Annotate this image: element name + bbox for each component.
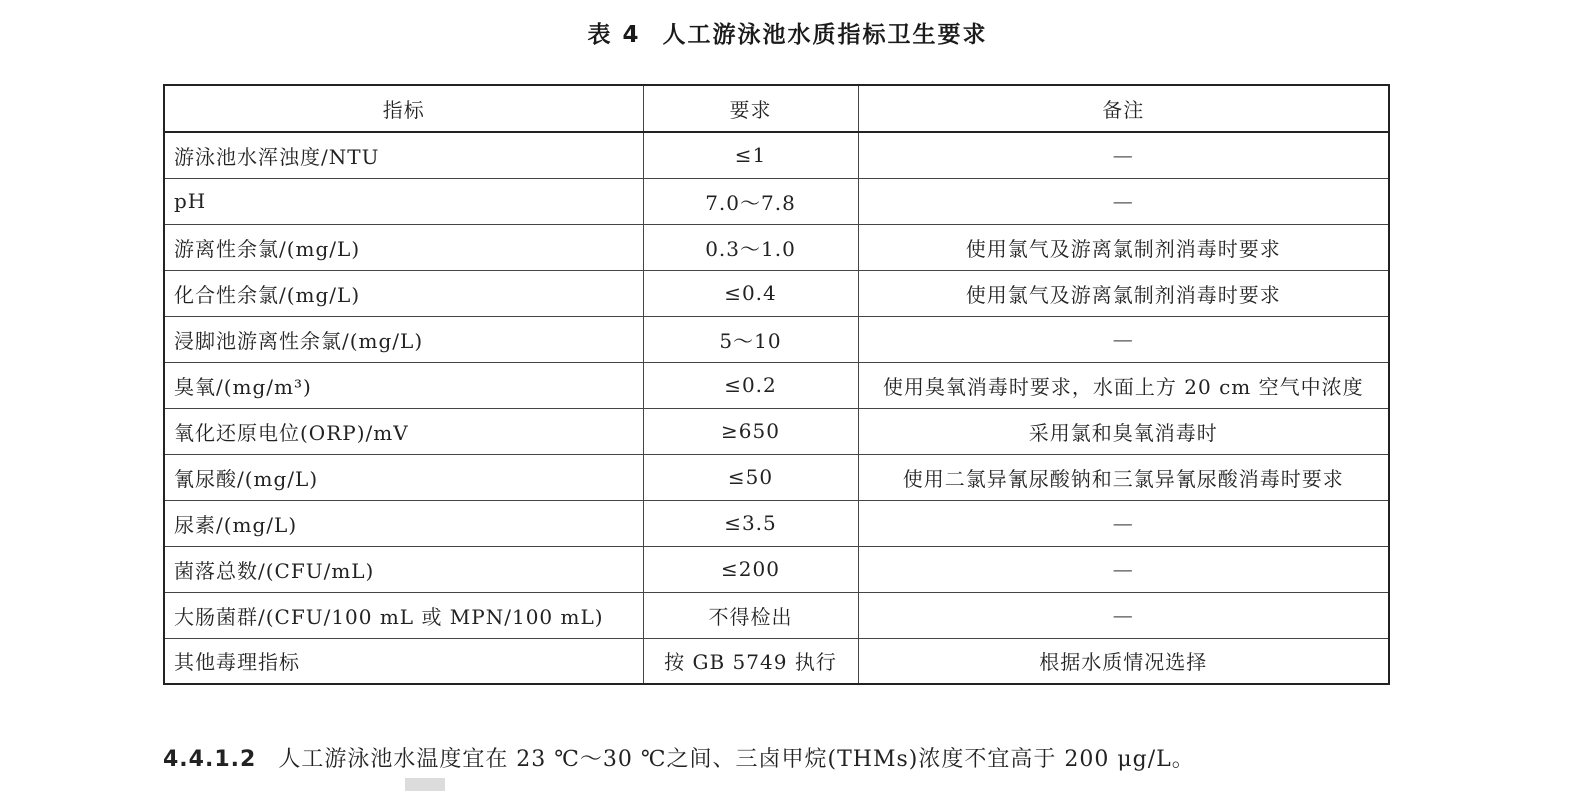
note-cell: — [858,500,1389,546]
table-row [164,316,1389,362]
indicator-cell: 游离性余氯/(mg/L) [164,224,643,270]
header-indicator: 指标 [164,85,643,132]
table-row [164,638,1389,684]
table-row [164,224,1389,270]
table-row [164,270,1389,316]
note-cell: — [858,316,1389,362]
requirement-cell: ≤50 [643,454,858,500]
indicator-cell: 游泳池水浑浊度/NTU [164,132,643,178]
table-title [0,16,1575,49]
note-cell: — [858,592,1389,638]
water-quality-table [163,84,1390,685]
clause-paragraph [163,742,1463,773]
table-row [164,546,1389,592]
note-cell: 使用氯气及游离氯制剂消毒时要求 [858,270,1389,316]
requirement-cell: 0.3～1.0 [643,224,858,270]
table-title-text: 人工游泳池水质指标卫生要求 [662,22,988,48]
table-row [164,132,1389,178]
requirement-cell: ≤200 [643,546,858,592]
requirement-cell: 不得检出 [643,592,858,638]
table-row [164,178,1389,224]
requirement-cell: 5～10 [643,316,858,362]
note-cell: 采用氯和臭氧消毒时 [858,408,1389,454]
note-cell: 使用氯气及游离氯制剂消毒时要求 [858,224,1389,270]
scan-artifact [405,778,445,791]
note-cell: — [858,546,1389,592]
note-cell: — [858,132,1389,178]
header-note: 备注 [858,85,1389,132]
table-row [164,454,1389,500]
note-cell: — [858,178,1389,224]
table-row [164,500,1389,546]
indicator-cell: 氰尿酸/(mg/L) [164,454,643,500]
header-row [164,85,1389,132]
table-row [164,408,1389,454]
indicator-cell: 化合性余氯/(mg/L) [164,270,643,316]
clause-text: 人工游泳池水温度宜在 23 ℃～30 ℃之间、三卤甲烷(THMs)浓度不宜高于 200 μg/L。 [278,747,1195,772]
requirement-cell: ≥650 [643,408,858,454]
requirement-cell: ≤1 [643,132,858,178]
note-cell: 使用臭氧消毒时要求，水面上方 20 cm 空气中浓度 [858,362,1389,408]
indicator-cell: 尿素/(mg/L) [164,500,643,546]
indicator-cell: 氧化还原电位(ORP)/mV [164,408,643,454]
indicator-cell: 大肠菌群/(CFU/100 mL 或 MPN/100 mL) [164,592,643,638]
requirement-cell: 按 GB 5749 执行 [643,638,858,684]
table-row [164,362,1389,408]
requirement-cell: 7.0～7.8 [643,178,858,224]
indicator-cell: 浸脚池游离性余氯/(mg/L) [164,316,643,362]
indicator-cell: pH [164,178,643,224]
header-requirement: 要求 [643,85,858,132]
requirement-cell: ≤3.5 [643,500,858,546]
table-row [164,592,1389,638]
table-number: 表 4 [587,22,641,48]
clause-number: 4.4.1.2 [163,747,257,772]
note-cell: 根据水质情况选择 [858,638,1389,684]
note-cell: 使用二氯异氰尿酸钠和三氯异氰尿酸消毒时要求 [858,454,1389,500]
indicator-cell: 臭氧/(mg/m³) [164,362,643,408]
indicator-cell: 菌落总数/(CFU/mL) [164,546,643,592]
requirement-cell: ≤0.2 [643,362,858,408]
indicator-cell: 其他毒理指标 [164,638,643,684]
requirement-cell: ≤0.4 [643,270,858,316]
